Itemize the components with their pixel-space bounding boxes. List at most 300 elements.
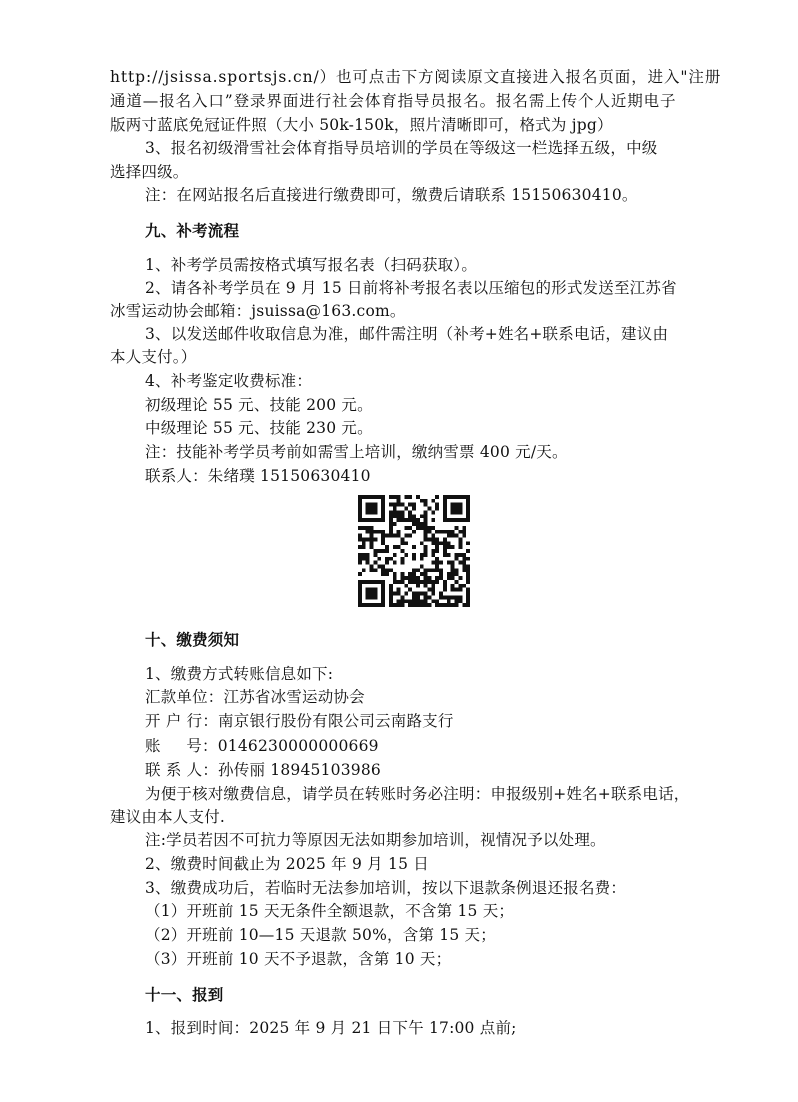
qr-module — [439, 568, 443, 572]
qr-module — [373, 503, 377, 507]
qr-module — [381, 534, 385, 538]
qr-module — [358, 592, 362, 596]
qr-module — [377, 549, 381, 553]
qr-module — [358, 588, 362, 592]
qr-module — [393, 572, 397, 576]
qr-module — [377, 557, 381, 561]
qr-module — [358, 595, 362, 599]
qr-module — [404, 584, 408, 588]
qr-module — [451, 530, 455, 534]
qr-module — [389, 568, 393, 572]
qr-module — [408, 572, 412, 576]
qr-module — [466, 510, 470, 514]
section-heading-11: 十一、报到 — [145, 985, 224, 1004]
qr-module — [462, 557, 466, 561]
qr-module — [366, 518, 370, 522]
qr-module — [366, 526, 370, 530]
qr-module — [393, 561, 397, 565]
qr-module — [431, 561, 435, 565]
qr-module — [451, 572, 455, 576]
qr-module — [389, 592, 393, 596]
qr-module — [466, 503, 470, 507]
qr-module — [397, 530, 401, 534]
qr-module — [424, 572, 428, 576]
qr-module — [389, 557, 393, 561]
qr-module — [397, 503, 401, 507]
qr-module — [370, 537, 374, 541]
qr-module — [431, 580, 435, 584]
text-line: 通道—报名入口”登录界面进行社会体育指导员报名。报名需上传个人近期电子 — [110, 92, 677, 110]
qr-module — [358, 603, 362, 607]
qr-module — [439, 572, 443, 576]
qr-module — [362, 557, 366, 561]
qr-module — [431, 537, 435, 541]
qr-module — [462, 526, 466, 530]
qr-module — [435, 568, 439, 572]
qr-module — [466, 572, 470, 576]
qr-module — [435, 549, 439, 553]
qr-module — [466, 499, 470, 503]
qr-module — [416, 595, 420, 599]
qr-module — [424, 510, 428, 514]
qr-module — [420, 541, 424, 545]
qr-module — [428, 576, 432, 580]
text-line: 2、缴费时间截止为 2025 年 9 月 15 日 — [145, 855, 429, 873]
qr-module — [370, 526, 374, 530]
text-line: http://jsissa.sportsjs.cn/）也可点击下方阅读原文直接进入报名页面，进入"注册 — [110, 68, 722, 86]
qr-module — [381, 568, 385, 572]
qr-module — [435, 507, 439, 511]
qr-module — [424, 568, 428, 572]
qr-module — [455, 507, 459, 511]
qr-module — [358, 561, 362, 565]
qr-module — [389, 514, 393, 518]
qr-module — [443, 541, 447, 545]
qr-module — [443, 549, 447, 553]
qr-module — [389, 588, 393, 592]
qr-module — [416, 580, 420, 584]
qr-module — [462, 568, 466, 572]
qr-module — [366, 553, 370, 557]
qr-module — [451, 503, 455, 507]
qr-module — [404, 526, 408, 530]
qr-module — [431, 584, 435, 588]
qr-module — [412, 522, 416, 526]
qr-module — [370, 588, 374, 592]
qr-module — [420, 592, 424, 596]
qr-module — [389, 599, 393, 603]
qr-module — [400, 514, 404, 518]
section-heading-9: 九、补考流程 — [145, 221, 240, 240]
qr-module — [466, 541, 470, 545]
qr-module — [416, 568, 420, 572]
qr-module — [362, 580, 366, 584]
qr-module — [435, 576, 439, 580]
qr-module — [358, 580, 362, 584]
qr-module — [458, 553, 462, 557]
qr-module — [412, 545, 416, 549]
qr-module — [447, 561, 451, 565]
qr-module — [373, 568, 377, 572]
qr-module — [362, 537, 366, 541]
qr-module — [416, 584, 420, 588]
qr-module — [366, 530, 370, 534]
text-line: 3、以发送邮件收取信息为准，邮件需注明（补考+姓名+联系电话，建议由 — [145, 325, 669, 343]
qr-module — [381, 514, 385, 518]
qr-module — [381, 503, 385, 507]
qr-module — [377, 603, 381, 607]
qr-module — [370, 565, 374, 569]
qr-module — [412, 599, 416, 603]
qr-module — [381, 541, 385, 545]
qr-module — [435, 580, 439, 584]
qr-module — [431, 499, 435, 503]
qr-module — [404, 553, 408, 557]
qr-module — [412, 595, 416, 599]
qr-module — [381, 495, 385, 499]
qr-module — [408, 518, 412, 522]
qr-module — [400, 541, 404, 545]
qr-module — [400, 595, 404, 599]
qr-module — [397, 518, 401, 522]
qr-module — [424, 526, 428, 530]
qr-module — [458, 507, 462, 511]
qr-module — [420, 557, 424, 561]
qr-module — [439, 530, 443, 534]
qr-module — [373, 561, 377, 565]
qr-module — [443, 507, 447, 511]
qr-module — [370, 507, 374, 511]
qr-module — [428, 568, 432, 572]
qr-module — [431, 518, 435, 522]
qr-module — [370, 534, 374, 538]
qr-module — [400, 580, 404, 584]
qr-module — [385, 568, 389, 572]
qr-module — [373, 530, 377, 534]
qr-module — [358, 534, 362, 538]
qr-module — [373, 507, 377, 511]
qr-module — [431, 549, 435, 553]
qr-module — [389, 534, 393, 538]
qr-module — [466, 588, 470, 592]
note-line: 注：技能补考学员考前如需雪上培训，缴纳雪票 400 元/天。 — [145, 443, 568, 461]
qr-module — [389, 522, 393, 526]
qr-module — [428, 603, 432, 607]
qr-module — [435, 545, 439, 549]
qr-module — [466, 580, 470, 584]
text-line: 为便于核对缴费信息，请学员在转账时务必注明：申报级别+姓名+联系电话， — [145, 785, 690, 803]
qr-module — [370, 495, 374, 499]
qr-module — [412, 580, 416, 584]
qr-module — [358, 507, 362, 511]
qr-module — [455, 553, 459, 557]
section-heading-10: 十、缴费须知 — [145, 630, 240, 649]
email-line: 冰雪运动协会邮箱：jsuissa@163.com。 — [110, 302, 406, 320]
qr-module — [458, 518, 462, 522]
qr-module — [373, 595, 377, 599]
qr-code-icon — [358, 495, 470, 607]
qr-module — [462, 530, 466, 534]
qr-module — [420, 499, 424, 503]
qr-module — [381, 549, 385, 553]
qr-module — [439, 541, 443, 545]
qr-module — [408, 503, 412, 507]
qr-module — [373, 553, 377, 557]
qr-module — [358, 572, 362, 576]
qr-module — [424, 599, 428, 603]
qr-module — [443, 514, 447, 518]
qr-module — [377, 495, 381, 499]
text-line: 选择四级。 — [110, 163, 189, 181]
qr-module — [370, 518, 374, 522]
qr-module — [458, 599, 462, 603]
qr-module — [435, 557, 439, 561]
qr-module — [416, 599, 420, 603]
text-line: 版两寸蓝底免冠证件照（大小 50k-150k，照片清晰即可，格式为 jpg） — [110, 116, 613, 134]
qr-module — [381, 588, 385, 592]
qr-module — [435, 603, 439, 607]
qr-module — [370, 530, 374, 534]
qr-module — [458, 541, 462, 545]
bank-info-line: 开 户 行：南京银行股份有限公司云南路支行 — [145, 712, 454, 730]
bank-info-line: 账 号：0146230000000669 — [145, 737, 379, 755]
text-line: 建议由本人支付. — [110, 808, 226, 826]
qr-module — [389, 503, 393, 507]
text-line: 1、补考学员需按格式填写报名表（扫码获取）。 — [145, 256, 478, 274]
text-line: 3、缴费成功后，若临时无法参加培训，按以下退款条例退还报名费： — [145, 879, 627, 897]
qr-module — [366, 561, 370, 565]
qr-module — [385, 572, 389, 576]
qr-module — [397, 588, 401, 592]
qr-module — [404, 599, 408, 603]
qr-module — [416, 526, 420, 530]
qr-module — [416, 522, 420, 526]
qr-module — [362, 553, 366, 557]
qr-module — [370, 510, 374, 514]
qr-module — [424, 518, 428, 522]
qr-module — [431, 568, 435, 572]
qr-module — [408, 495, 412, 499]
qr-module — [435, 495, 439, 499]
qr-module — [400, 599, 404, 603]
qr-module — [412, 518, 416, 522]
qr-module — [400, 503, 404, 507]
qr-module — [420, 572, 424, 576]
qr-module — [408, 514, 412, 518]
qr-module — [389, 495, 393, 499]
qr-module — [370, 595, 374, 599]
qr-module — [362, 526, 366, 530]
qr-module — [397, 510, 401, 514]
qr-module — [420, 580, 424, 584]
qr-module — [393, 503, 397, 507]
qr-module — [397, 603, 401, 607]
note-line: 注：在网站报名后直接进行缴费即可，缴费后请联系 15150630410。 — [145, 186, 638, 204]
qr-module — [400, 537, 404, 541]
qr-module — [455, 603, 459, 607]
qr-module — [408, 576, 412, 580]
qr-module — [397, 514, 401, 518]
qr-module — [455, 503, 459, 507]
qr-module — [447, 541, 451, 545]
qr-module — [400, 518, 404, 522]
qr-module — [447, 545, 451, 549]
qr-module — [408, 510, 412, 514]
qr-module — [373, 580, 377, 584]
qr-module — [389, 603, 393, 607]
qr-module — [370, 545, 374, 549]
qr-module — [447, 576, 451, 580]
qr-module — [424, 549, 428, 553]
qr-module — [462, 518, 466, 522]
qr-module — [400, 557, 404, 561]
qr-module — [381, 592, 385, 596]
qr-module — [381, 530, 385, 534]
qr-module — [462, 495, 466, 499]
qr-module — [466, 557, 470, 561]
qr-module — [420, 603, 424, 607]
qr-module — [428, 537, 432, 541]
qr-module — [377, 565, 381, 569]
qr-module — [397, 499, 401, 503]
qr-module — [366, 588, 370, 592]
qr-module — [408, 599, 412, 603]
qr-module — [400, 561, 404, 565]
qr-module — [466, 595, 470, 599]
qr-module — [358, 553, 362, 557]
qr-module — [389, 526, 393, 530]
qr-module — [370, 580, 374, 584]
qr-module — [412, 557, 416, 561]
qr-module — [370, 603, 374, 607]
qr-module — [366, 580, 370, 584]
qr-module — [358, 495, 362, 499]
qr-module — [366, 507, 370, 511]
qr-module — [462, 584, 466, 588]
qr-module — [377, 518, 381, 522]
qr-module — [393, 545, 397, 549]
qr-module — [393, 514, 397, 518]
text-line: 2、请各补考学员在 9 月 15 日前将补考报名表以压缩包的形式发送至江苏省 — [145, 279, 677, 297]
qr-module — [397, 545, 401, 549]
qr-module — [366, 603, 370, 607]
qr-module — [389, 510, 393, 514]
qr-module — [443, 503, 447, 507]
qr-module — [381, 599, 385, 603]
qr-module — [381, 518, 385, 522]
qr-module — [451, 595, 455, 599]
qr-module — [443, 530, 447, 534]
qr-module — [466, 603, 470, 607]
qr-module — [447, 553, 451, 557]
qr-module — [443, 499, 447, 503]
qr-module — [455, 557, 459, 561]
qr-module — [420, 565, 424, 569]
qr-module — [458, 510, 462, 514]
qr-module — [466, 518, 470, 522]
qr-module — [381, 572, 385, 576]
qr-module — [385, 545, 389, 549]
qr-module — [358, 503, 362, 507]
qr-module — [451, 534, 455, 538]
qr-module — [451, 588, 455, 592]
qr-module — [373, 592, 377, 596]
qr-module — [458, 537, 462, 541]
qr-module — [393, 592, 397, 596]
qr-module — [424, 553, 428, 557]
note-line: 注:学员若因不可抗力等原因无法如期参加培训，视情况予以处理。 — [145, 831, 606, 849]
qr-module — [451, 518, 455, 522]
qr-module — [400, 510, 404, 514]
qr-module — [424, 576, 428, 580]
qr-module — [439, 603, 443, 607]
qr-module — [373, 603, 377, 607]
qr-module — [381, 507, 385, 511]
qr-module — [435, 537, 439, 541]
qr-module — [400, 576, 404, 580]
qr-module — [366, 503, 370, 507]
qr-module — [447, 572, 451, 576]
qr-module — [424, 580, 428, 584]
qr-module — [393, 522, 397, 526]
qr-module — [404, 576, 408, 580]
qr-module — [408, 526, 412, 530]
qr-module — [458, 561, 462, 565]
qr-module — [366, 592, 370, 596]
qr-module — [428, 530, 432, 534]
qr-module — [439, 592, 443, 596]
qr-module — [424, 499, 428, 503]
qr-module — [443, 553, 447, 557]
qr-module — [366, 495, 370, 499]
qr-module — [424, 545, 428, 549]
qr-module — [424, 592, 428, 596]
qr-module — [435, 541, 439, 545]
fee-line: 中级理论 55 元、技能 230 元。 — [145, 419, 373, 437]
qr-module — [362, 518, 366, 522]
qr-module — [389, 595, 393, 599]
contact-line: 联系人：朱绪璞 15150630410 — [145, 467, 371, 485]
qr-module — [435, 561, 439, 565]
refund-rule-line: （1）开班前 15 天无条件全额退款，不含第 15 天； — [145, 902, 515, 920]
qr-module — [424, 595, 428, 599]
qr-module — [451, 507, 455, 511]
qr-module — [458, 495, 462, 499]
qr-module — [385, 549, 389, 553]
qr-module — [424, 584, 428, 588]
qr-module — [455, 572, 459, 576]
qr-module — [466, 565, 470, 569]
qr-module — [443, 580, 447, 584]
qr-module — [373, 510, 377, 514]
qr-module — [439, 595, 443, 599]
qr-module — [455, 518, 459, 522]
qr-module — [424, 537, 428, 541]
qr-module — [362, 568, 366, 572]
qr-module — [393, 495, 397, 499]
qr-module — [358, 514, 362, 518]
qr-module — [447, 603, 451, 607]
text-line: 4、补考鉴定收费标准： — [145, 372, 313, 390]
qr-module — [458, 530, 462, 534]
qr-module — [373, 588, 377, 592]
qr-module — [466, 568, 470, 572]
qr-module — [455, 526, 459, 530]
qr-module — [424, 603, 428, 607]
qr-module — [404, 541, 408, 545]
qr-module — [420, 599, 424, 603]
qr-module — [377, 530, 381, 534]
